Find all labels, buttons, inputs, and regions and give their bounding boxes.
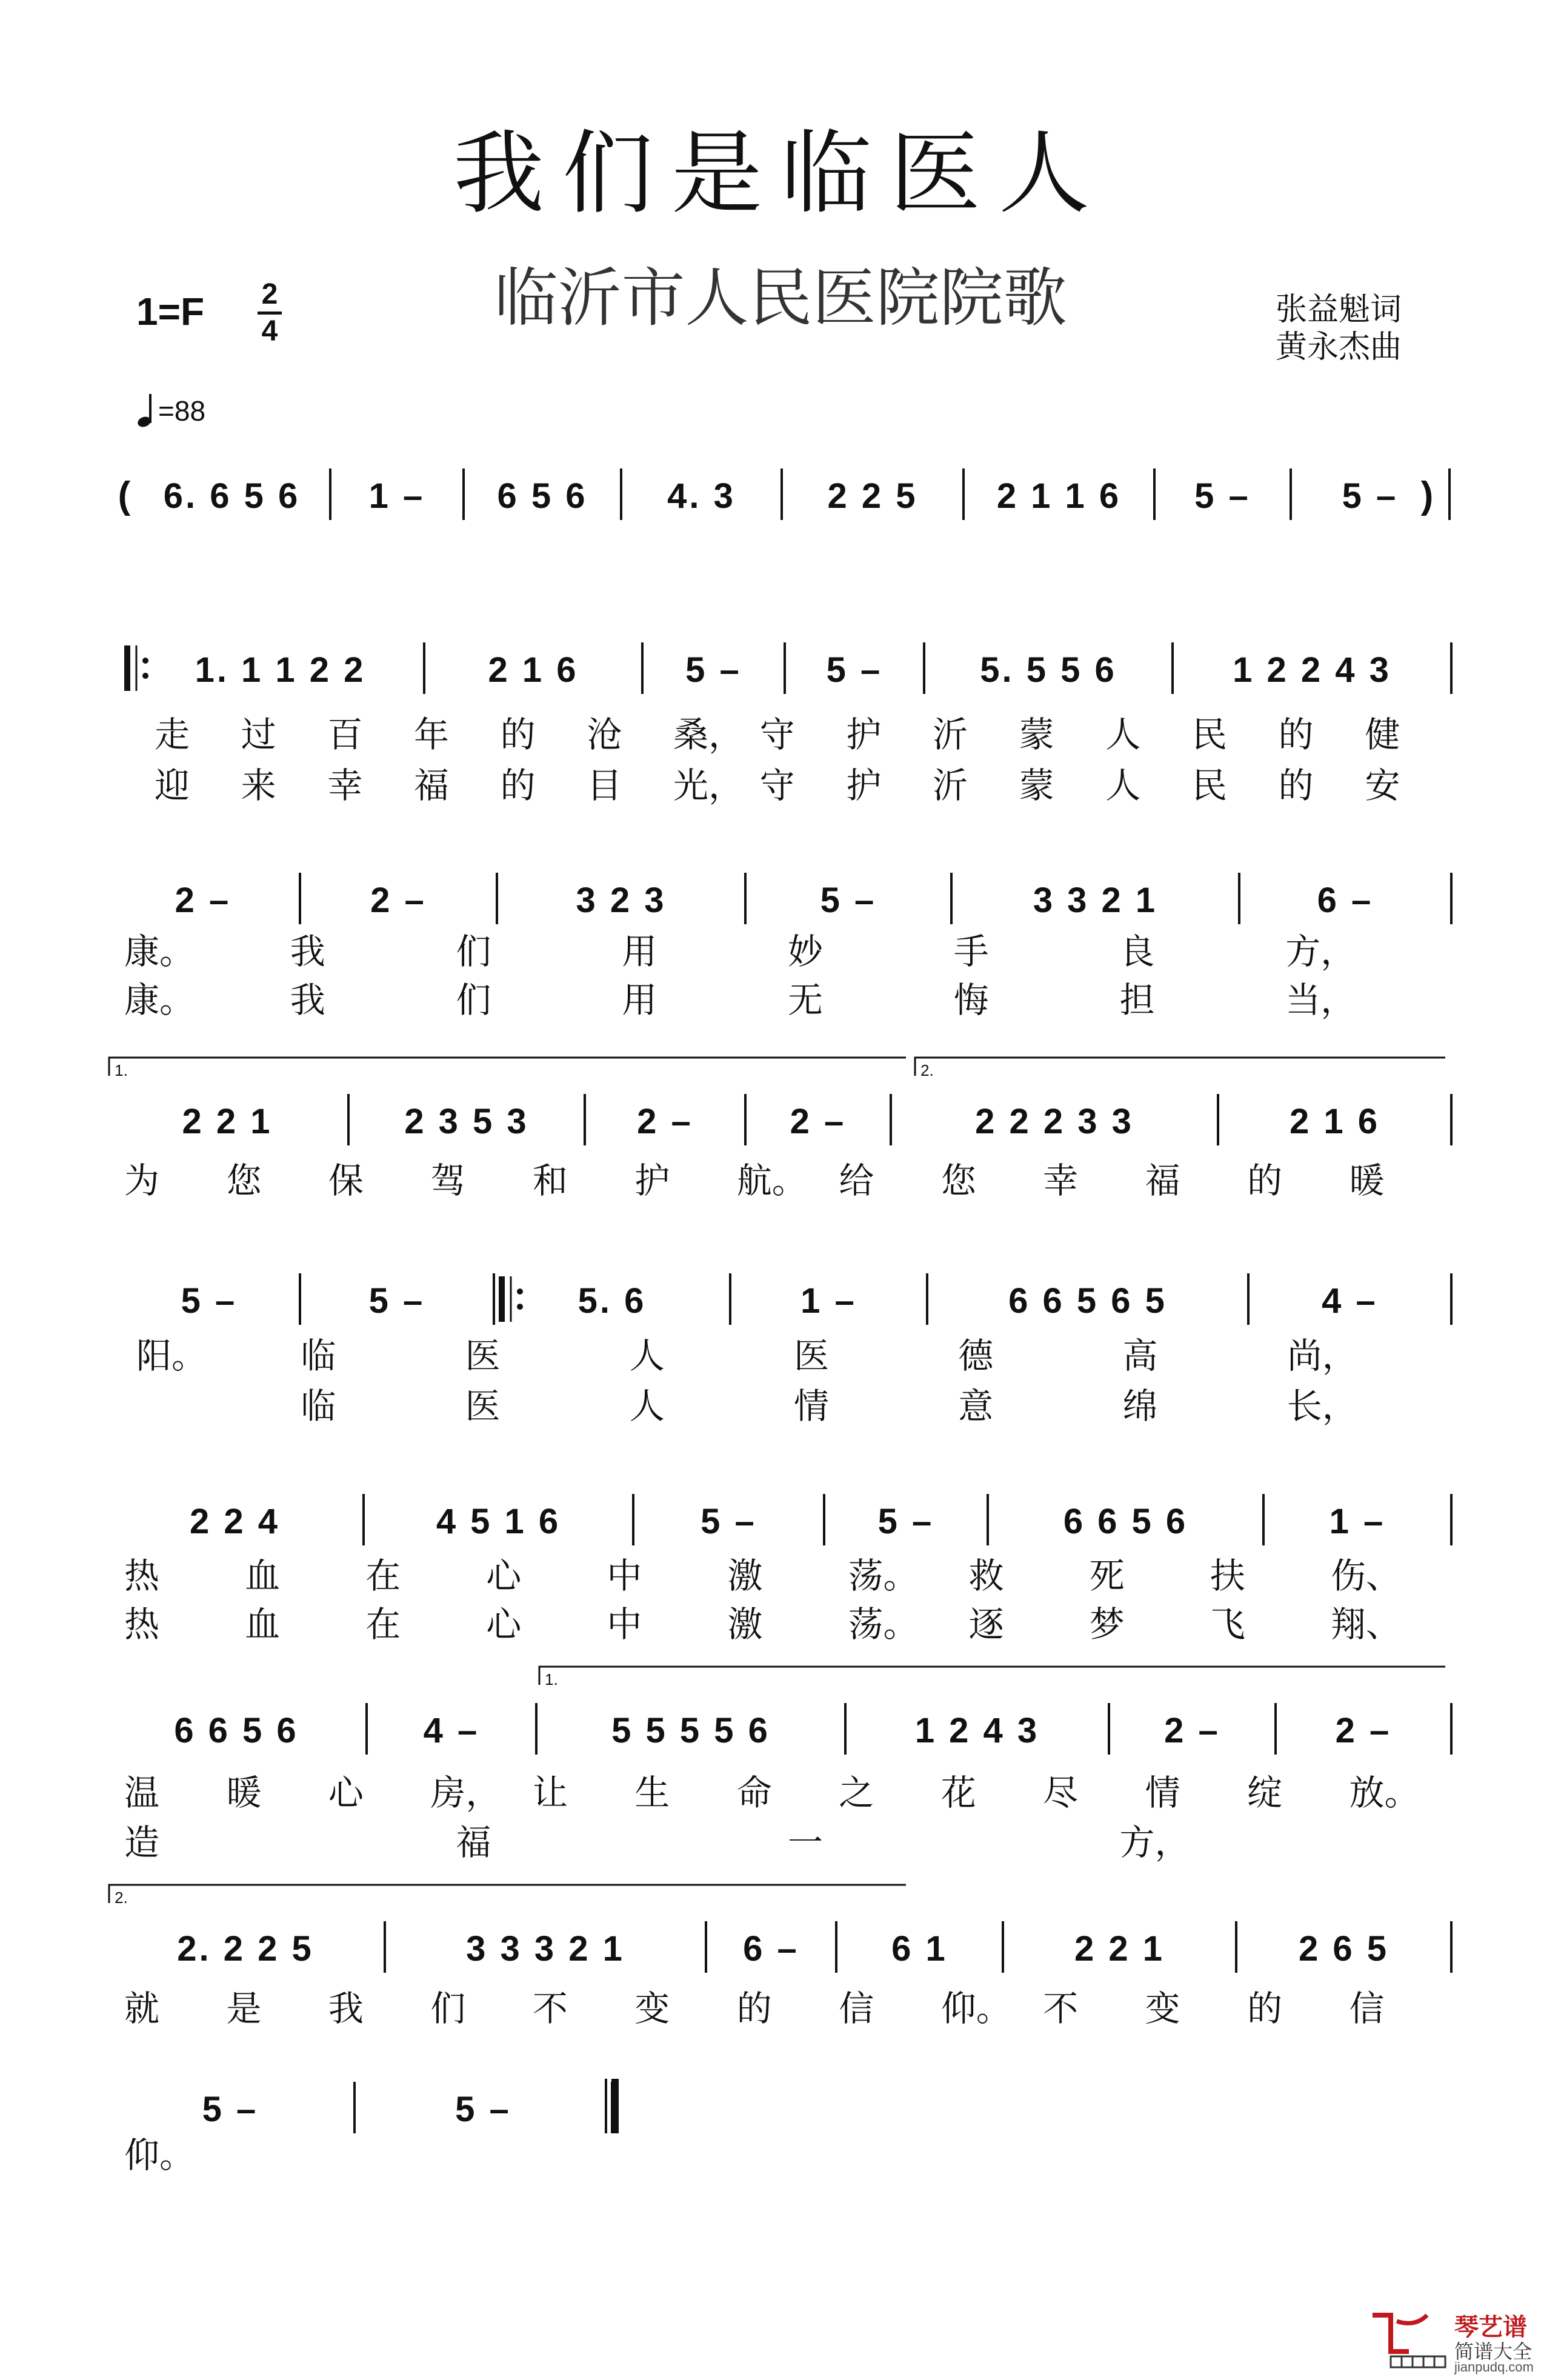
time-signature-bottom: 4 [261, 315, 278, 347]
lyric-word: 激 [727, 1555, 763, 1596]
lyric-word: 医 [794, 1335, 830, 1376]
measure-notes: 2 2 2 3 3 [975, 1102, 1134, 1141]
measure-notes: 5 – [455, 2090, 511, 2129]
measure-notes: 4 5 1 6 [436, 1502, 561, 1541]
repeat-dot [517, 1304, 523, 1310]
lyric-word: 长， [1286, 1385, 1357, 1427]
lyric-word: 们 [430, 1988, 466, 2029]
lyric-word: 您 [226, 1160, 262, 1201]
lyric-word: 们 [456, 979, 491, 1021]
lyric-word: 房， [430, 1772, 501, 1813]
lyric-word: 激 [727, 1604, 763, 1645]
lyric-word: 不 [532, 1988, 568, 2029]
lyric-word: 仰。 [124, 2135, 195, 2176]
measure-notes: 1 – [800, 1281, 857, 1321]
lyric-word: 蒙 [1019, 765, 1054, 806]
lyric-word: 方， [1119, 1822, 1190, 1863]
lyric-word: 百 [327, 714, 363, 755]
key-signature: 1=F [136, 290, 205, 333]
volta-label: 2. [920, 1061, 934, 1079]
lyricist: 张益魁词 [1276, 292, 1402, 328]
lyric-word: 康。 [124, 979, 195, 1021]
lyric-word: 暖 [226, 1772, 262, 1813]
lyric-word: 血 [245, 1604, 281, 1645]
lyric-word: 一 [788, 1822, 824, 1863]
lyric-word: 迎 [155, 765, 190, 806]
lyric-word: 航。 [736, 1160, 807, 1201]
lyric-word: 中 [607, 1604, 642, 1645]
measure-notes: 2 – [637, 1102, 693, 1141]
lyric-word: 福 [414, 765, 450, 806]
lyric-word: 过 [241, 714, 276, 755]
lyric-word: 妙 [788, 931, 824, 972]
volta-bracket [915, 1058, 1445, 1076]
lyric-word: 翔、 [1330, 1604, 1401, 1645]
lyric-word: 康。 [124, 931, 195, 972]
lyric-word: 救 [968, 1555, 1004, 1596]
measure-notes: 2 2 1 [1074, 1929, 1165, 1968]
measure-notes: 5 – [181, 1281, 238, 1321]
measure-notes: 5 – [826, 650, 883, 690]
lyric-word: 来 [241, 765, 276, 806]
measure-notes: 1 2 2 4 3 [1233, 650, 1391, 690]
repeat-dot [142, 658, 148, 664]
lyric-word: 尽 [1043, 1772, 1079, 1813]
lyric-word: 信 [839, 1988, 874, 2029]
lyric-word: 逐 [968, 1604, 1004, 1645]
lyric-word: 的 [500, 714, 536, 755]
measure-notes: 5 – [877, 1502, 934, 1541]
lyric-word: 的 [1278, 765, 1314, 806]
close-paren: ) [1420, 475, 1434, 516]
lyric-word: 用 [622, 931, 657, 972]
lyric-word: 伤、 [1330, 1555, 1401, 1596]
repeat-dot [517, 1288, 523, 1295]
measure-notes: 5 – [701, 1502, 757, 1541]
lyric-word: 幸 [1043, 1160, 1079, 1201]
measure-notes: 6 6 5 6 5 [1008, 1281, 1167, 1321]
lyric-word: 暖 [1349, 1160, 1385, 1201]
lyric-word: 血 [245, 1555, 281, 1596]
measure-notes: 6 1 [891, 1929, 948, 1968]
repeat-dot [142, 673, 148, 679]
lyric-word: 目 [587, 765, 622, 806]
volta-bracket [539, 1667, 1445, 1685]
lyric-word: 蒙 [1019, 714, 1054, 755]
lyric-word: 热 [124, 1555, 160, 1596]
lyric-word: 光， [673, 765, 744, 806]
lyric-word: 悔 [953, 979, 989, 1021]
lyric-word: 人 [1105, 765, 1141, 806]
lyric-word: 就 [124, 1988, 160, 2029]
lyric-word: 变 [1145, 1988, 1180, 2029]
measure-notes: 2 1 6 [1290, 1102, 1380, 1141]
lyric-word: 不 [1043, 1988, 1079, 2029]
lyric-word: 中 [607, 1555, 642, 1596]
measure-notes: 5 – [1194, 476, 1251, 516]
measure-notes: 2 – [790, 1102, 847, 1141]
lyric-word: 当， [1285, 979, 1356, 1021]
lyric-word: 给 [839, 1160, 874, 1201]
lyric-word: 我 [290, 931, 325, 972]
measure-notes: 5 – [1342, 476, 1399, 516]
lyric-word: 福 [456, 1822, 491, 1863]
lyric-word: 荡。 [848, 1604, 919, 1645]
lyric-word: 人 [629, 1385, 665, 1427]
measure-notes: 2 1 1 6 [996, 476, 1122, 516]
lyric-word: 绵 [1122, 1385, 1158, 1427]
lyric-word: 年 [414, 714, 450, 755]
lyric-word: 热 [124, 1604, 160, 1645]
lyric-word: 您 [940, 1160, 976, 1201]
measure-notes: 2 – [1335, 1711, 1392, 1750]
measure-notes: 2 2 4 [190, 1502, 280, 1541]
measure-notes: 2. 2 2 5 [177, 1929, 314, 1968]
volta-bracket [109, 1885, 906, 1903]
time-signature-top: 2 [261, 278, 278, 310]
lyric-word: 意 [958, 1385, 994, 1427]
watermark-url: jianpudq.com [1454, 2359, 1534, 2375]
lyric-word: 无 [788, 979, 824, 1021]
lyric-word: 幸 [327, 765, 363, 806]
volta-label: 2. [115, 1888, 128, 1907]
lyric-word: 情 [794, 1385, 830, 1427]
lyric-word: 驾 [430, 1160, 466, 1201]
lyric-word: 我 [290, 979, 325, 1021]
measure-notes: 2 2 1 [182, 1102, 273, 1141]
measure-notes: 5 5 5 5 6 [611, 1711, 770, 1750]
lyric-word: 阳。 [136, 1335, 207, 1376]
volta-label: 1. [115, 1061, 128, 1079]
lyric-word: 为 [124, 1160, 160, 1201]
measure-notes: 4 – [423, 1711, 480, 1750]
lyric-word: 沂 [933, 765, 968, 806]
measure-notes: 6 – [1317, 881, 1374, 920]
measure-notes: 4. 3 [667, 476, 736, 516]
measure-notes: 5 – [685, 650, 742, 690]
measure-notes: 1 2 4 3 [914, 1711, 1040, 1750]
watermark-brand: 琴艺谱 [1454, 2313, 1527, 2341]
measure-notes: 5. 5 5 6 [980, 650, 1117, 690]
lyric-word: 尚， [1286, 1335, 1357, 1376]
measure-notes: 1 – [1329, 1502, 1386, 1541]
lyric-word: 情 [1145, 1772, 1180, 1813]
lyric-word: 护 [846, 714, 882, 755]
lyric-word: 的 [1247, 1988, 1283, 2029]
measure-notes: 6 6 5 6 [1063, 1502, 1188, 1541]
lyric-word: 健 [1365, 714, 1400, 755]
lyric-word: 人 [1105, 714, 1141, 755]
lyric-word: 放。 [1349, 1772, 1420, 1813]
measure-notes: 2 – [370, 881, 427, 920]
lyric-word: 梦 [1089, 1604, 1125, 1645]
lyric-word: 变 [634, 1988, 670, 2029]
lyric-word: 让 [532, 1772, 568, 1813]
lyric-word: 医 [465, 1385, 501, 1427]
measure-notes: 6 5 6 [497, 476, 588, 516]
lyric-word: 的 [736, 1988, 772, 2029]
measure-notes: 3 2 3 [576, 881, 667, 920]
lyric-word: 沂 [933, 714, 968, 755]
measure-notes: 2 2 5 [827, 476, 918, 516]
song-subtitle: 临沂市人民医院院歌 [494, 261, 1067, 335]
lyric-word: 高 [1122, 1335, 1158, 1376]
lyric-word: 方， [1285, 931, 1356, 972]
lyric-word: 担 [1119, 979, 1155, 1021]
lyric-word: 安 [1365, 765, 1400, 806]
song-title: 我们是临医人 [453, 121, 1108, 227]
measure-notes: 5. 6 [577, 1281, 647, 1321]
open-paren: ( [118, 475, 131, 516]
lyric-word: 临 [301, 1385, 336, 1427]
lyric-word: 荡。 [848, 1555, 919, 1596]
lyric-word: 心 [486, 1604, 522, 1645]
watermark-name: 简谱大全 [1454, 2340, 1533, 2363]
lyric-word: 守 [759, 765, 795, 806]
measure-notes: 2 1 6 [488, 650, 579, 690]
volta-bracket [109, 1058, 906, 1076]
lyric-word: 心 [328, 1772, 364, 1813]
measure-notes: 6 6 5 6 [174, 1711, 299, 1750]
lyric-word: 绽 [1247, 1772, 1283, 1813]
lyric-word: 是 [226, 1988, 262, 2029]
measure-notes: 1 – [368, 476, 425, 516]
lyric-word: 信 [1349, 1988, 1385, 2029]
lyric-word: 仰。 [940, 1988, 1011, 2029]
tempo-value: =88 [158, 395, 206, 427]
lyric-word: 我 [328, 1988, 364, 2029]
lyric-word: 扶 [1210, 1555, 1245, 1596]
lyric-word: 生 [634, 1772, 670, 1813]
lyric-word: 福 [1145, 1160, 1180, 1201]
measure-notes: 2 – [175, 881, 231, 920]
lyric-word: 死 [1089, 1555, 1125, 1596]
volta-label: 1. [545, 1670, 558, 1688]
lyric-word: 保 [328, 1160, 364, 1201]
measure-notes: 3 3 3 2 1 [466, 1929, 625, 1968]
measure-notes: 2 3 5 3 [404, 1102, 529, 1141]
lyric-word: 命 [736, 1772, 772, 1813]
lyric-word: 和 [532, 1160, 568, 1201]
lyric-word: 在 [365, 1555, 401, 1596]
lyric-word: 德 [958, 1335, 994, 1376]
lyric-word: 花 [940, 1772, 976, 1813]
lyric-word: 良 [1119, 931, 1155, 972]
measure-notes: 6. 6 5 6 [163, 476, 301, 516]
composer: 黄永杰曲 [1276, 329, 1402, 365]
lyric-word: 护 [846, 765, 882, 806]
lyric-word: 临 [301, 1335, 336, 1376]
lyric-word: 造 [124, 1822, 160, 1863]
lyric-word: 的 [1278, 714, 1314, 755]
lyric-word: 心 [486, 1555, 522, 1596]
lyric-word: 守 [759, 714, 795, 755]
lyric-word: 护 [634, 1160, 670, 1201]
measure-notes: 2 – [1164, 1711, 1220, 1750]
lyric-word: 医 [465, 1335, 501, 1376]
measure-notes: 2 6 5 [1299, 1929, 1389, 1968]
lyric-word: 们 [456, 931, 491, 972]
lyric-word: 飞 [1210, 1604, 1245, 1645]
lyric-word: 民 [1192, 714, 1228, 755]
lyric-word: 用 [622, 979, 657, 1021]
measure-notes: 6 – [743, 1929, 799, 1968]
lyric-word: 沧 [587, 714, 622, 755]
lyric-word: 人 [629, 1335, 665, 1376]
measure-notes: 5 – [368, 1281, 425, 1321]
lyric-word: 走 [155, 714, 190, 755]
lyric-word: 桑， [673, 714, 744, 755]
lyric-word: 在 [365, 1604, 401, 1645]
lyric-word: 手 [953, 931, 989, 972]
measure-notes: 5 – [820, 881, 877, 920]
lyric-word: 的 [500, 765, 536, 806]
measure-notes: 1. 1 1 2 2 [195, 650, 366, 690]
measure-notes: 4 – [1322, 1281, 1378, 1321]
measure-notes: 3 3 2 1 [1033, 881, 1158, 920]
lyric-word: 之 [839, 1772, 874, 1813]
lyric-word: 温 [124, 1772, 160, 1813]
measure-notes: 5 – [202, 2090, 259, 2129]
lyric-word: 的 [1247, 1160, 1283, 1201]
lyric-word: 民 [1192, 765, 1228, 806]
